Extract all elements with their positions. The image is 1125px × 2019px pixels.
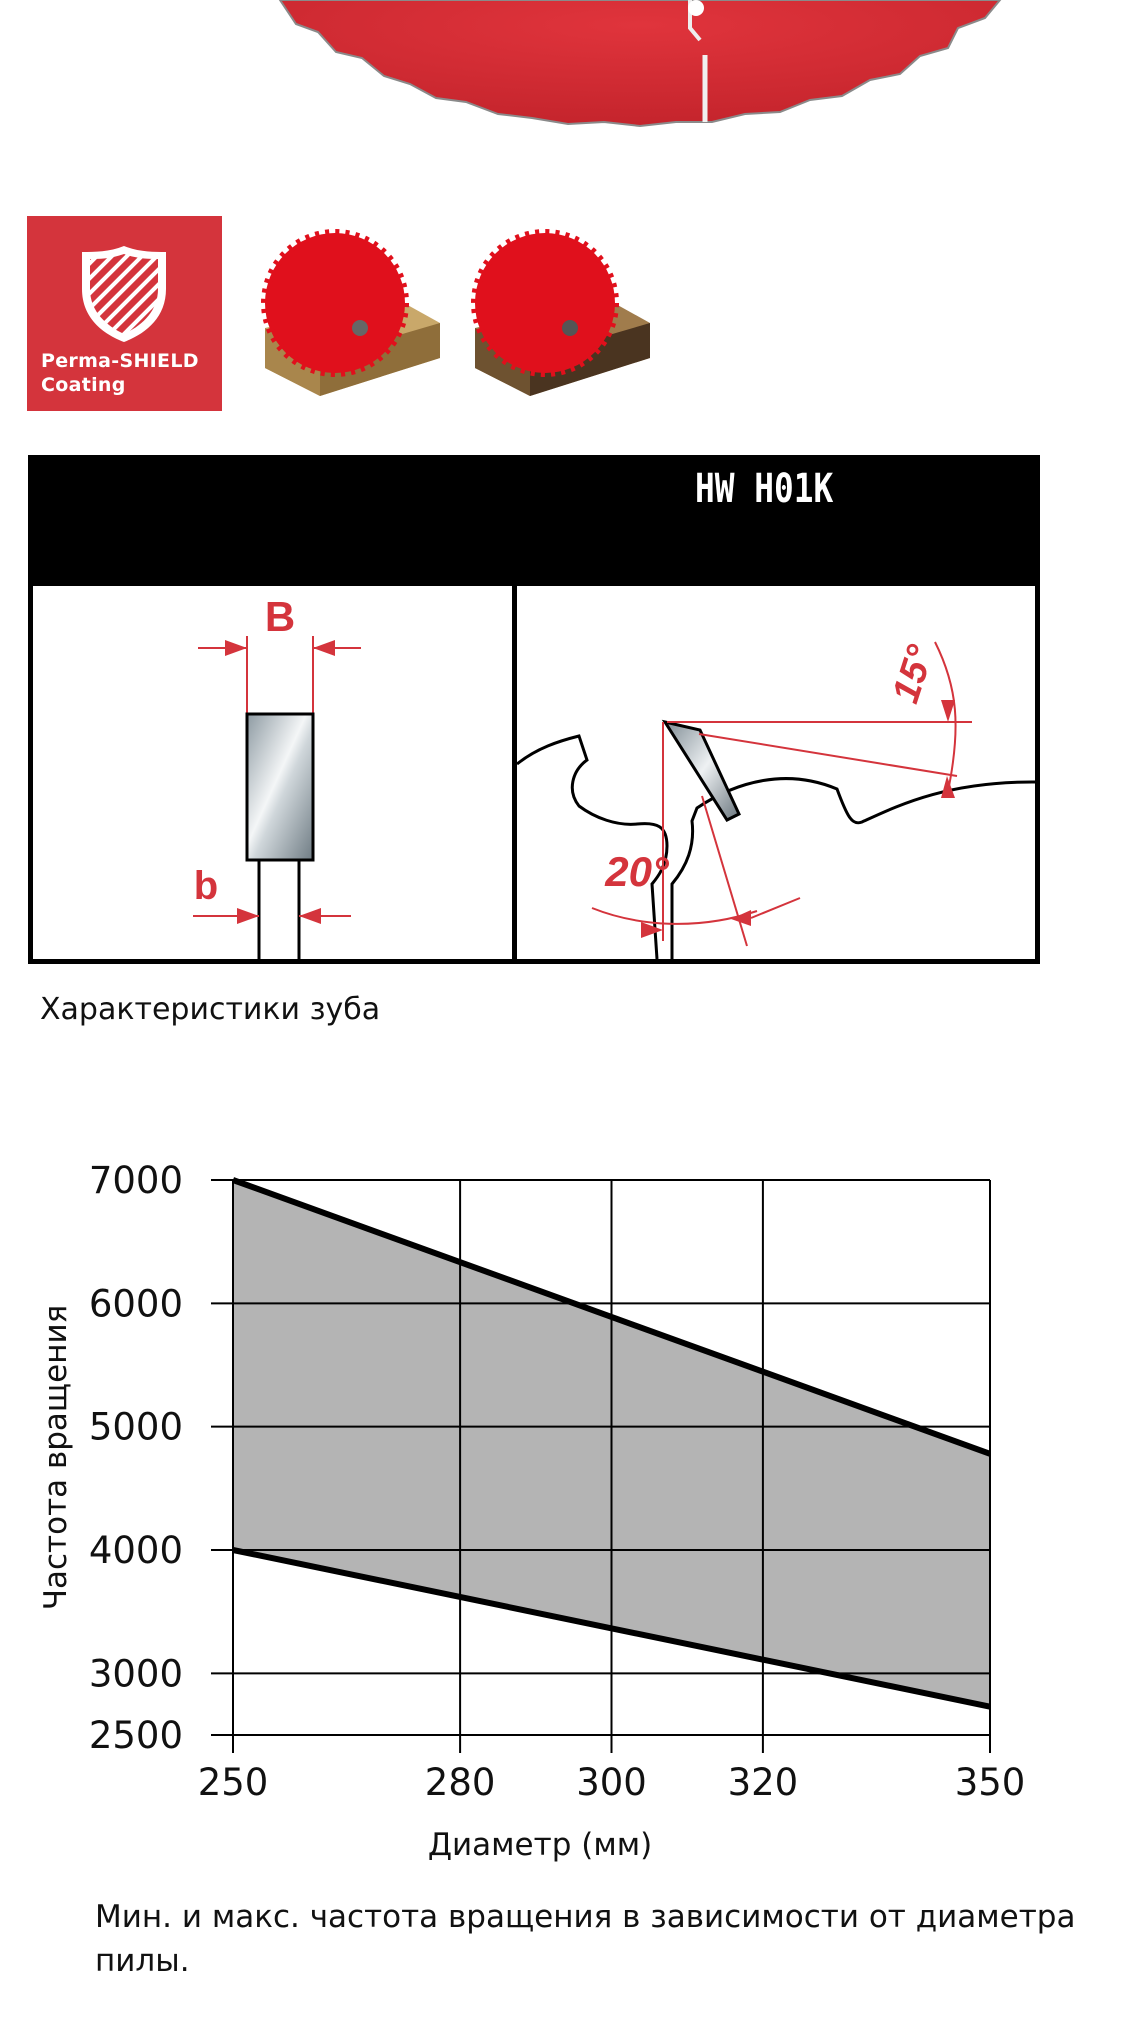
x-tick-label: 280 xyxy=(424,1761,496,1804)
y-tick-label: 5000 xyxy=(88,1405,183,1449)
y-tick-label: 2500 xyxy=(88,1714,183,1757)
blade-width-drawing xyxy=(33,586,512,959)
tooth-angle-diagram xyxy=(512,581,1040,964)
perma-shield-badge xyxy=(27,216,222,411)
spec-table-header xyxy=(28,455,1040,581)
x-tick-label: 320 xyxy=(727,1761,799,1804)
y-tick-label: 6000 xyxy=(88,1282,183,1326)
chart-caption: Мин. и макс. частота вращения в зависимости от диаметра пилы. xyxy=(95,1899,1076,1979)
x-axis-label: Диаметр (мм) xyxy=(427,1827,653,1863)
x-tick-label: 250 xyxy=(197,1761,269,1804)
tooth-angle-drawing xyxy=(517,586,1035,959)
x-tick-label: 350 xyxy=(954,1761,1026,1804)
y-tick-label: 4000 xyxy=(88,1529,183,1572)
blade-width-diagram xyxy=(28,581,517,964)
tooth-caption: Характеристики зуба xyxy=(40,992,381,1027)
hook-angle-label: 20° xyxy=(605,848,669,895)
blade-on-wood-image-1 xyxy=(245,228,445,398)
blade-width-label: B xyxy=(264,593,296,640)
rpm-chart xyxy=(0,1120,1125,1880)
clearance-angle-label: 15° xyxy=(884,640,943,709)
y-tick-label: 3000 xyxy=(88,1652,183,1696)
kerf-label: b xyxy=(193,864,219,908)
tooth-code: HW H01K xyxy=(695,466,834,512)
blade-on-wood-image-2 xyxy=(455,228,655,398)
badge-line-1: Perma-SHIELD xyxy=(41,350,199,372)
saw-blade-image xyxy=(0,0,1125,140)
y-axis-label: Частота вращения xyxy=(38,1304,74,1611)
x-tick-label: 300 xyxy=(576,1761,647,1804)
y-tick-label: 7000 xyxy=(88,1159,183,1202)
badge-line-2: Coating xyxy=(41,374,126,396)
shield-icon xyxy=(79,244,169,344)
